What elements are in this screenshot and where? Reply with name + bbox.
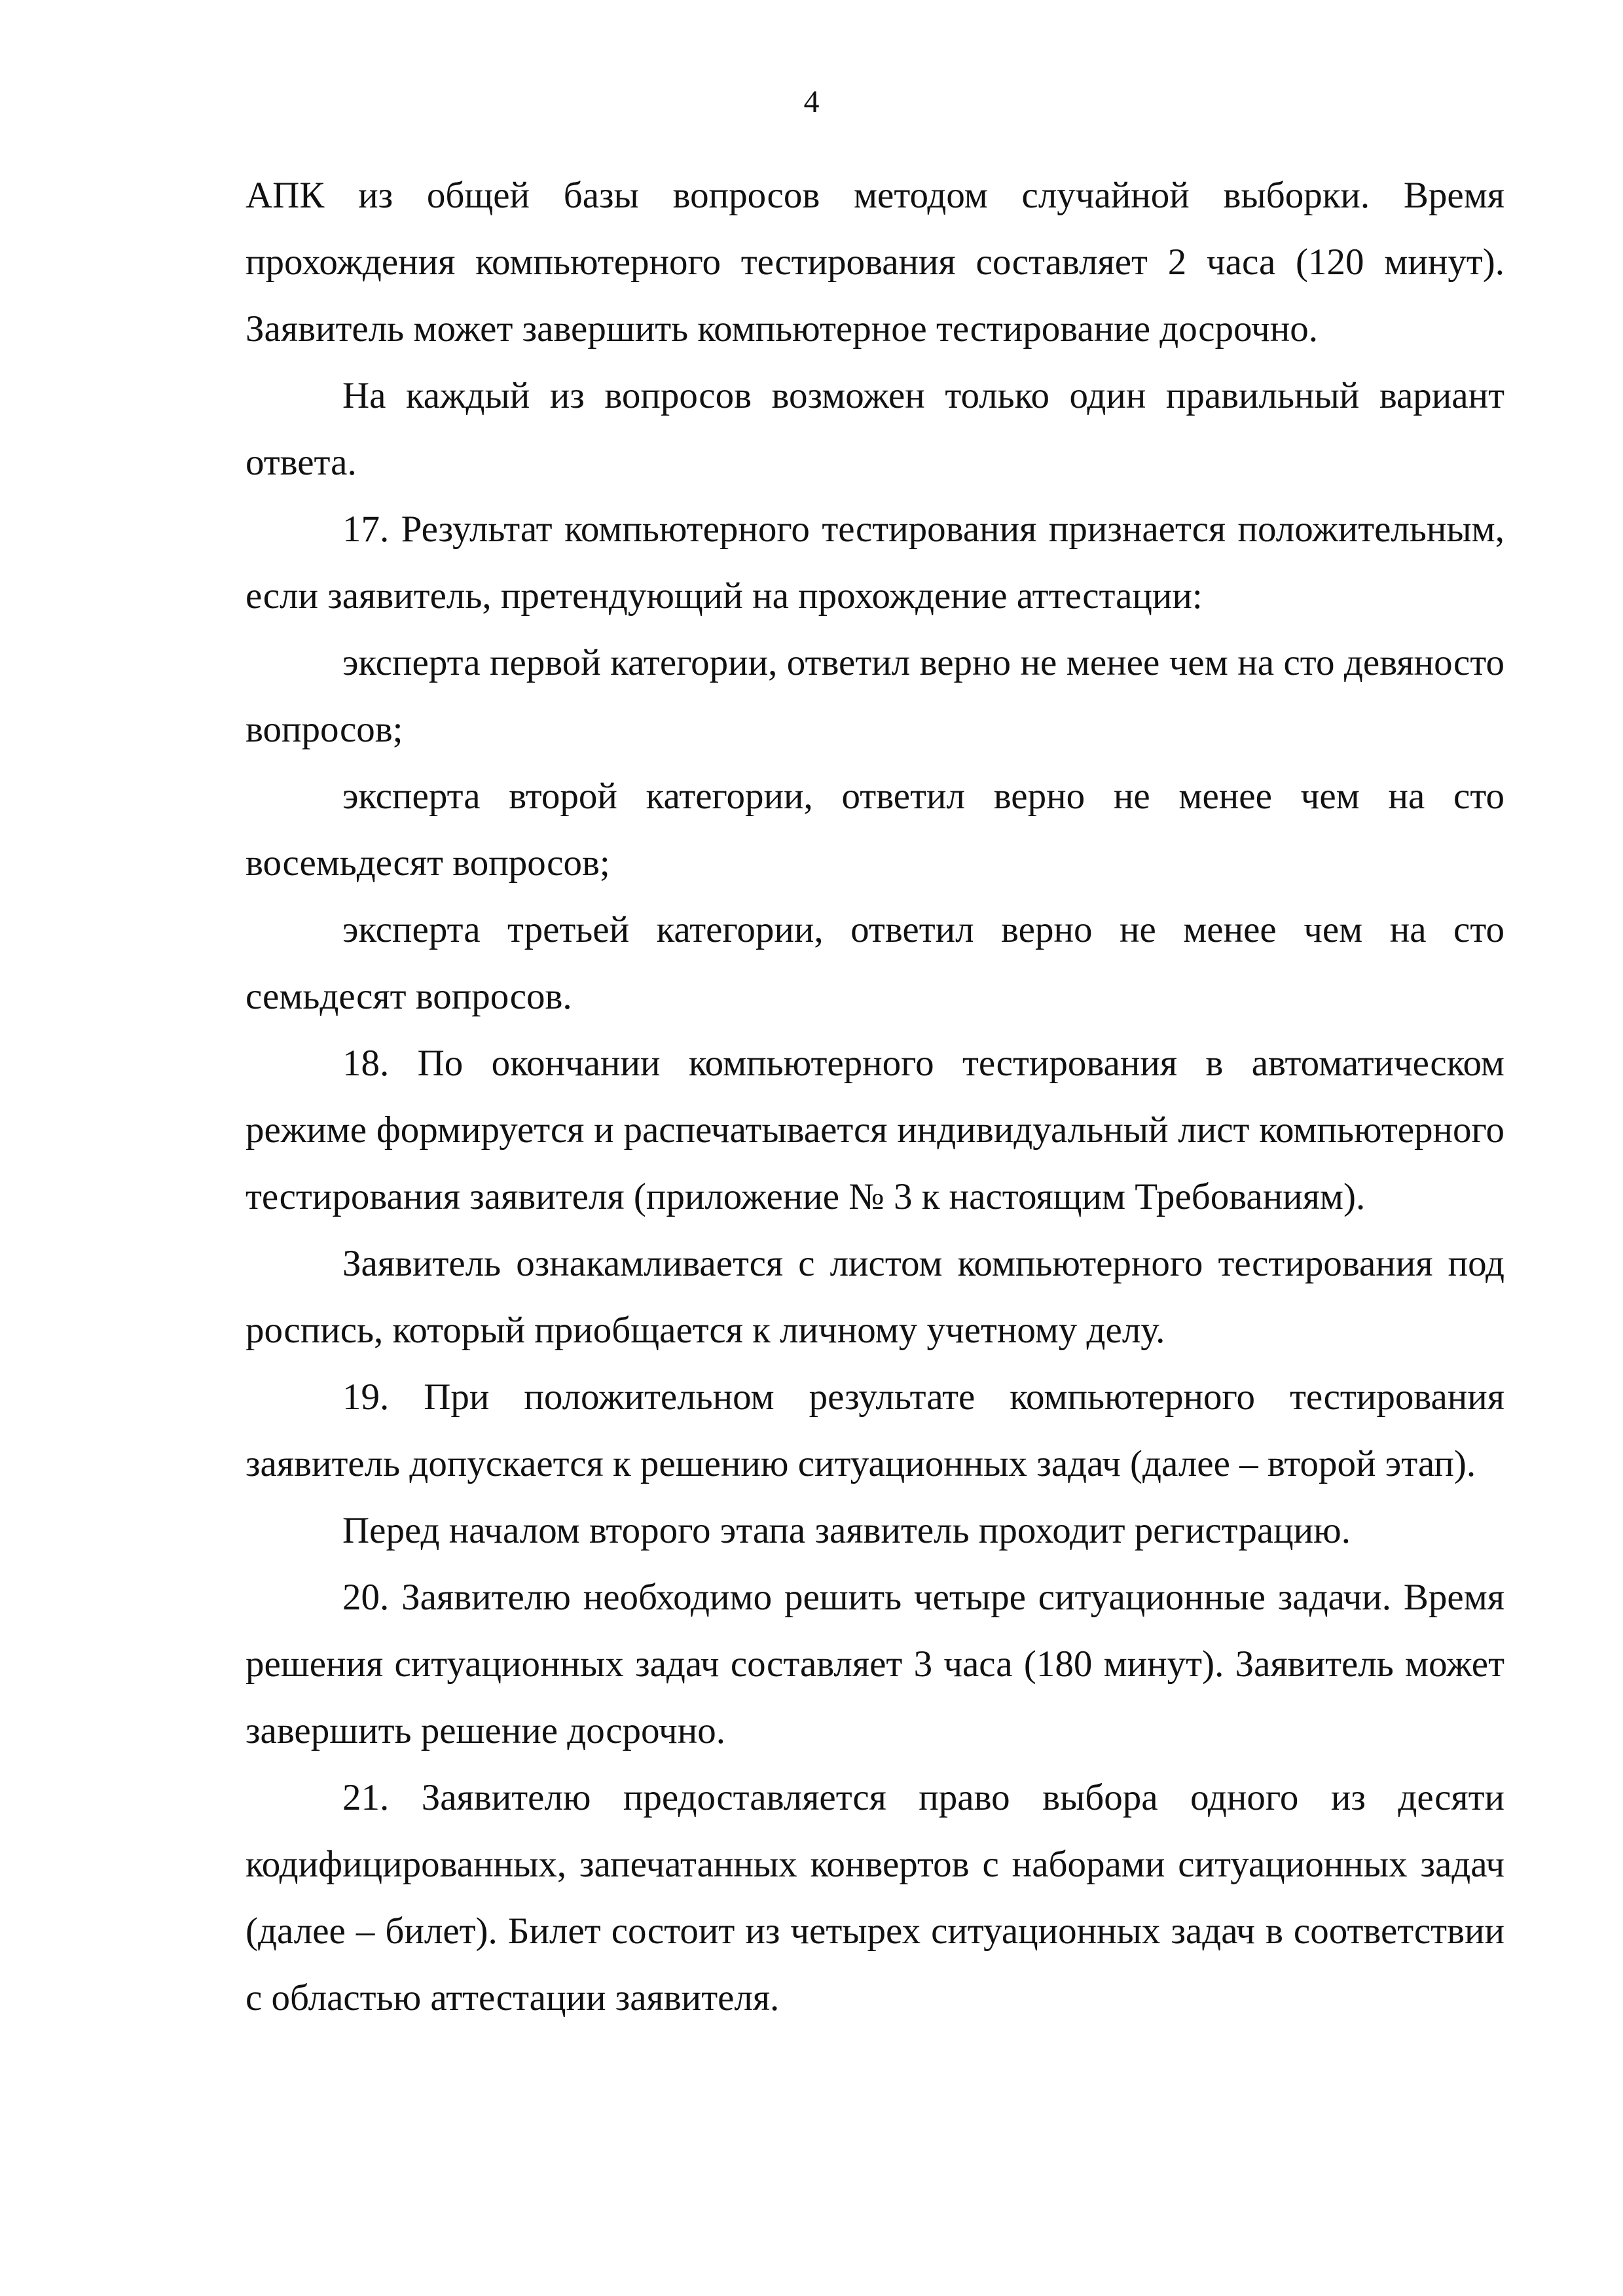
document-body bbox=[246, 162, 1504, 2032]
paragraph-third-category: эксперта третьей категории, ответил верно не менее чем на сто семьдесят вопросов. bbox=[246, 909, 1504, 1017]
paragraph-registration: Перед началом второго этапа заявитель проходит регистрацию. bbox=[342, 1510, 1351, 1551]
paragraph-item-17: 17. Результат компьютерного тестирования признается положительным, если заявитель, претендующий на прохождение аттестации: bbox=[246, 509, 1504, 617]
paragraph-item-20: 20. Заявителю необходимо решить четыре ситуационные задачи. Время решения ситуационных задач составляет 3 часа (180 минут). Заявитель может завершить решение досрочно. bbox=[246, 1577, 1504, 1751]
paragraph-item-18: 18. По окончании компьютерного тестирования в автоматическом режиме формируется и распечатывается индивидуальный лист компьютерного тестирования заявителя (приложение № 3 к настоящим Требованиям). bbox=[246, 1043, 1504, 1217]
paragraph-signature: Заявитель ознакамливается с листом компьютерного тестирования под роспись, который приобщается к личному учетному делу. bbox=[246, 1243, 1504, 1351]
paragraph-item-19: 19. При положительном результате компьютерного тестирования заявитель допускается к решению ситуационных задач (далее – второй этап). bbox=[246, 1376, 1504, 1484]
page-number: 4 bbox=[803, 84, 820, 119]
paragraph-item-21: 21. Заявителю предоставляется право выбора одного из десяти кодифицированных, запечатанных конвертов с наборами ситуационных задач (далее – билет). Билет состоит из четырех ситуационных задач в соответствии с областью аттестации заявителя. bbox=[246, 1777, 1504, 2018]
paragraph-first-category: эксперта первой категории, ответил верно не менее чем на сто девяносто вопросов; bbox=[246, 642, 1504, 750]
paragraph-continuation: АПК из общей базы вопросов методом случайной выборки. Время прохождения компьютерного тестирования составляет 2 часа (120 минут). Заявитель может завершить компьютерное тестирование досрочно. bbox=[246, 175, 1504, 350]
paragraph-second-category: эксперта второй категории, ответил верно не менее чем на сто восемьдесят вопросов; bbox=[246, 776, 1504, 884]
paragraph-one-answer: На каждый из вопросов возможен только один правильный вариант ответа. bbox=[246, 375, 1504, 483]
